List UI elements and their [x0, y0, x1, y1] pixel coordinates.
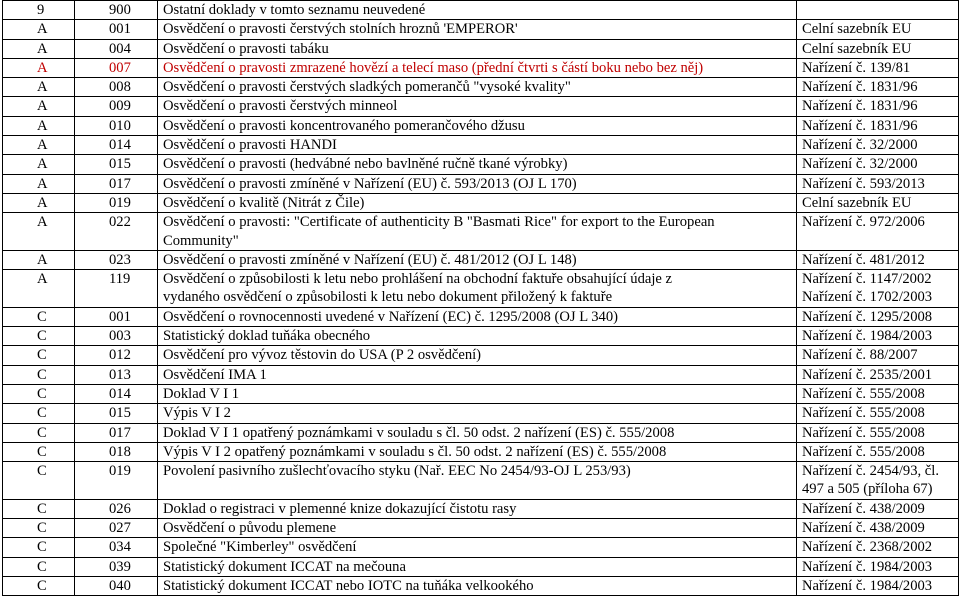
document-type-cell: A [3, 58, 75, 77]
document-type-cell: A [3, 250, 75, 269]
description-line: Výpis V I 2 opatřený poznámkami v souladu s čl. 50 odst. 2 nařízení (ES) č. 555/2008 [163, 443, 667, 460]
table-row [3, 557, 959, 576]
table-row [3, 174, 959, 193]
document-type-cell: A [3, 270, 75, 308]
table-row [3, 327, 959, 346]
document-code-cell: 007 [75, 58, 158, 77]
description-line: Osvědčení o pravosti koncentrovaného pomerančového džusu [163, 117, 525, 134]
table-row [3, 78, 959, 97]
document-description-cell [158, 557, 797, 576]
document-type-cell: A [3, 39, 75, 58]
legal-reference-cell [797, 136, 959, 155]
table-row [3, 442, 959, 461]
document-description-cell [158, 97, 797, 116]
table-row [3, 193, 959, 212]
document-type-cell: C [3, 346, 75, 365]
document-description-cell [158, 365, 797, 384]
legal-reference-cell [797, 404, 959, 423]
table-body [3, 1, 959, 596]
description-line: Statistický dokument ICCAT nebo IOTC na tuňáka velkookého [163, 577, 534, 594]
description-line: Osvědčení o rovnocennosti uvedené v Nařízení (EC) č. 1295/2008 (OJ L 340) [163, 308, 618, 325]
document-code-cell: 009 [75, 97, 158, 116]
document-code-cell: 027 [75, 519, 158, 538]
document-code-cell: 022 [75, 213, 158, 251]
document-code-cell: 015 [75, 404, 158, 423]
legal-reference-cell [797, 423, 959, 442]
description-line: Osvědčení o pravosti: "Certificate of authenticity B "Basmati Rice" for export to the European [163, 214, 715, 231]
reference-line: Nařízení č. 438/2009 [802, 500, 925, 517]
description-line: Povolení pasivního zušlechťovacího styku (Nař. EEC No 2454/93-OJ L 253/93) [163, 463, 631, 480]
document-type-cell: C [3, 327, 75, 346]
legal-reference-cell [797, 538, 959, 557]
reference-line: Nařízení č. 1984/2003 [802, 328, 933, 345]
reference-line: Nařízení č. 972/2006 [802, 214, 925, 231]
document-code-cell: 019 [75, 193, 158, 212]
table-row [3, 576, 959, 595]
reference-line: 497 a 505 (příloha 67) [802, 481, 933, 498]
description-line: Doklad V I 1 opatřený poznámkami v souladu s čl. 50 odst. 2 nařízení (ES) č. 555/2008 [163, 424, 675, 441]
document-type-cell: C [3, 576, 75, 595]
legal-reference-cell [797, 346, 959, 365]
description-line: vydaného osvědčení o způsobilosti k letu nebo dokument přiložený k faktuře [163, 289, 613, 306]
document-type-cell: C [3, 404, 75, 423]
reference-line: Nařízení č. 88/2007 [802, 347, 918, 364]
document-code-cell: 019 [75, 462, 158, 500]
description-line: Osvědčení o pravosti zmíněné v Nařízení (EU) č. 481/2012 (OJ L 148) [163, 251, 577, 268]
document-codes-table [2, 0, 959, 596]
document-code-cell: 900 [75, 1, 158, 20]
description-line: Osvědčení o pravosti (hedvábné nebo bavlněné ručně tkané výrobky) [163, 156, 568, 173]
description-line: Osvědčení o pravosti HANDI [163, 137, 337, 154]
document-type-cell: C [3, 519, 75, 538]
document-code-cell: 008 [75, 78, 158, 97]
reference-line: Nařízení č. 1831/96 [802, 79, 918, 96]
legal-reference-cell [797, 270, 959, 308]
table-row [3, 462, 959, 500]
document-code-cell: 014 [75, 384, 158, 403]
table-row [3, 250, 959, 269]
table-row [3, 270, 959, 308]
document-type-cell: C [3, 442, 75, 461]
document-code-cell: 010 [75, 116, 158, 135]
document-description-cell [158, 499, 797, 518]
legal-reference-cell [797, 193, 959, 212]
table-row [3, 97, 959, 116]
document-type-cell: C [3, 462, 75, 500]
description-line: Osvědčení o pravosti čerstvých sladkých pomerančů "vysoké kvality" [163, 79, 571, 96]
table-row [3, 307, 959, 326]
document-code-cell: 040 [75, 576, 158, 595]
reference-line: Nařízení č. 555/2008 [802, 405, 925, 422]
reference-line: Nařízení č. 2368/2002 [802, 539, 933, 556]
document-description-cell [158, 250, 797, 269]
document-type-cell: A [3, 116, 75, 135]
document-type-cell: A [3, 155, 75, 174]
reference-line: Nařízení č. 555/2008 [802, 385, 925, 402]
document-code-cell: 018 [75, 442, 158, 461]
document-description-cell [158, 307, 797, 326]
document-code-cell: 003 [75, 327, 158, 346]
description-line: Osvědčení IMA 1 [163, 366, 267, 383]
document-code-cell: 026 [75, 499, 158, 518]
description-line: Osvědčení o původu plemene [163, 520, 337, 537]
document-code-cell: 012 [75, 346, 158, 365]
legal-reference-cell [797, 519, 959, 538]
description-line: Doklad V I 1 [163, 385, 240, 402]
table-row [3, 404, 959, 423]
description-line: Osvědčení o pravosti čerstvých minneol [163, 98, 398, 115]
reference-line: Nařízení č. 1984/2003 [802, 558, 933, 575]
legal-reference-cell [797, 307, 959, 326]
document-description-cell [158, 213, 797, 251]
table-row [3, 213, 959, 251]
legal-reference-cell [797, 442, 959, 461]
document-type-cell: A [3, 97, 75, 116]
legal-reference-cell [797, 365, 959, 384]
description-line: Statistický dokument ICCAT na mečouna [163, 558, 406, 575]
legal-reference-cell [797, 576, 959, 595]
description-line: Ostatní doklady v tomto seznamu neuvedené [163, 2, 426, 18]
document-description-cell [158, 270, 797, 308]
document-type-cell: C [3, 365, 75, 384]
description-line: Osvědčení o pravosti zmíněné v Nařízení (EU) č. 593/2013 (OJ L 170) [163, 175, 577, 192]
reference-line: Nařízení č. 2454/93, čl. [802, 463, 939, 480]
table-row [3, 365, 959, 384]
table-row [3, 20, 959, 39]
legal-reference-cell [797, 97, 959, 116]
description-line: Osvědčení pro vývoz těstovin do USA (P 2 osvědčení) [163, 347, 482, 364]
document-description-cell [158, 423, 797, 442]
reference-line: Nařízení č. 2535/2001 [802, 366, 933, 383]
document-type-cell: A [3, 213, 75, 251]
legal-reference-cell [797, 213, 959, 251]
table-row [3, 499, 959, 518]
reference-line: Nařízení č. 1702/2003 [802, 289, 933, 306]
reference-line: Nařízení č. 32/2000 [802, 156, 918, 173]
document-type-cell: C [3, 384, 75, 403]
legal-reference-cell [797, 250, 959, 269]
document-description-cell [158, 58, 797, 77]
document-type-cell: C [3, 557, 75, 576]
document-description-cell [158, 462, 797, 500]
legal-reference-cell [797, 58, 959, 77]
document-code-cell: 013 [75, 365, 158, 384]
document-type-cell: A [3, 78, 75, 97]
document-description-cell [158, 404, 797, 423]
legal-reference-cell [797, 20, 959, 39]
document-type-cell: 9 [3, 1, 75, 20]
legal-reference-cell [797, 557, 959, 576]
table-row [3, 519, 959, 538]
document-code-cell: 034 [75, 538, 158, 557]
table-row [3, 155, 959, 174]
reference-line: Nařízení č. 1295/2008 [802, 308, 933, 325]
reference-line: Celní sazebník EU [802, 194, 912, 211]
reference-line: Nařízení č. 555/2008 [802, 443, 925, 460]
document-description-cell [158, 116, 797, 135]
document-code-cell: 023 [75, 250, 158, 269]
document-type-cell: A [3, 193, 75, 212]
reference-line: Nařízení č. 1147/2002 [802, 271, 932, 288]
reference-line: Nařízení č. 593/2013 [802, 175, 925, 192]
document-code-cell: 004 [75, 39, 158, 58]
document-type-cell: A [3, 20, 75, 39]
legal-reference-cell [797, 78, 959, 97]
table-row [3, 39, 959, 58]
reference-line: Nařízení č. 1984/2003 [802, 577, 933, 594]
table-row [3, 136, 959, 155]
description-line: Osvědčení o pravosti čerstvých stolních hroznů 'EMPEROR' [163, 21, 518, 38]
reference-line: Nařízení č. 555/2008 [802, 424, 925, 441]
legal-reference-cell [797, 384, 959, 403]
document-code-cell: 119 [75, 270, 158, 308]
document-type-cell: C [3, 423, 75, 442]
legal-reference-cell [797, 39, 959, 58]
document-description-cell [158, 327, 797, 346]
document-code-cell: 015 [75, 155, 158, 174]
description-line: Doklad o registraci v plemenné knize dokazující čistotu rasy [163, 500, 517, 517]
document-description-cell [158, 442, 797, 461]
description-line: Osvědčení o pravosti zmrazené hovězí a telecí maso (přední čtvrti s částí boku nebo bez něj) [163, 59, 704, 76]
legal-reference-cell [797, 174, 959, 193]
document-type-cell: C [3, 307, 75, 326]
legal-reference-cell [797, 1, 959, 20]
table-row [3, 423, 959, 442]
reference-line: Nařízení č. 1831/96 [802, 98, 918, 115]
document-code-cell: 001 [75, 20, 158, 39]
legal-reference-cell [797, 116, 959, 135]
table-row [3, 538, 959, 557]
reference-line: Nařízení č. 438/2009 [802, 520, 925, 537]
document-code-cell: 014 [75, 136, 158, 155]
document-code-cell: 039 [75, 557, 158, 576]
document-type-cell: A [3, 174, 75, 193]
table-row [3, 1, 959, 20]
table-row [3, 384, 959, 403]
document-description-cell [158, 39, 797, 58]
description-line: Osvědčení o způsobilosti k letu nebo prohlášení na obchodní faktuře obsahující údaje z [163, 271, 673, 288]
document-description-cell [158, 346, 797, 365]
document-description-cell [158, 155, 797, 174]
document-description-cell [158, 384, 797, 403]
document-type-cell: C [3, 499, 75, 518]
description-line: Osvědčení o kvalitě (Nitrát z Čile) [163, 194, 365, 211]
legal-reference-cell [797, 327, 959, 346]
document-type-cell: C [3, 538, 75, 557]
document-code-cell: 017 [75, 423, 158, 442]
document-description-cell [158, 193, 797, 212]
description-line: Statistický doklad tuňáka obecného [163, 328, 371, 345]
document-description-cell [158, 1, 797, 20]
document-description-cell [158, 174, 797, 193]
document-code-cell: 017 [75, 174, 158, 193]
description-line: Community" [163, 232, 239, 249]
document-description-cell [158, 576, 797, 595]
reference-line: Celní sazebník EU [802, 40, 912, 57]
description-line: Společné "Kimberley" osvědčení [163, 539, 357, 556]
table-row [3, 346, 959, 365]
reference-line: Nařízení č. 139/81 [802, 59, 911, 76]
reference-line: Nařízení č. 481/2012 [802, 251, 925, 268]
reference-line: Nařízení č. 1831/96 [802, 117, 918, 134]
table-row [3, 116, 959, 135]
description-line: Výpis V I 2 [163, 405, 231, 422]
reference-line: Celní sazebník EU [802, 21, 912, 38]
document-description-cell [158, 538, 797, 557]
document-description-cell [158, 20, 797, 39]
description-line: Osvědčení o pravosti tabáku [163, 40, 329, 57]
reference-line: Nařízení č. 32/2000 [802, 137, 918, 154]
document-description-cell [158, 519, 797, 538]
document-code-cell: 001 [75, 307, 158, 326]
document-description-cell [158, 78, 797, 97]
legal-reference-cell [797, 462, 959, 500]
legal-reference-cell [797, 499, 959, 518]
legal-reference-cell [797, 155, 959, 174]
document-description-cell [158, 136, 797, 155]
document-type-cell: A [3, 136, 75, 155]
table-row [3, 58, 959, 77]
